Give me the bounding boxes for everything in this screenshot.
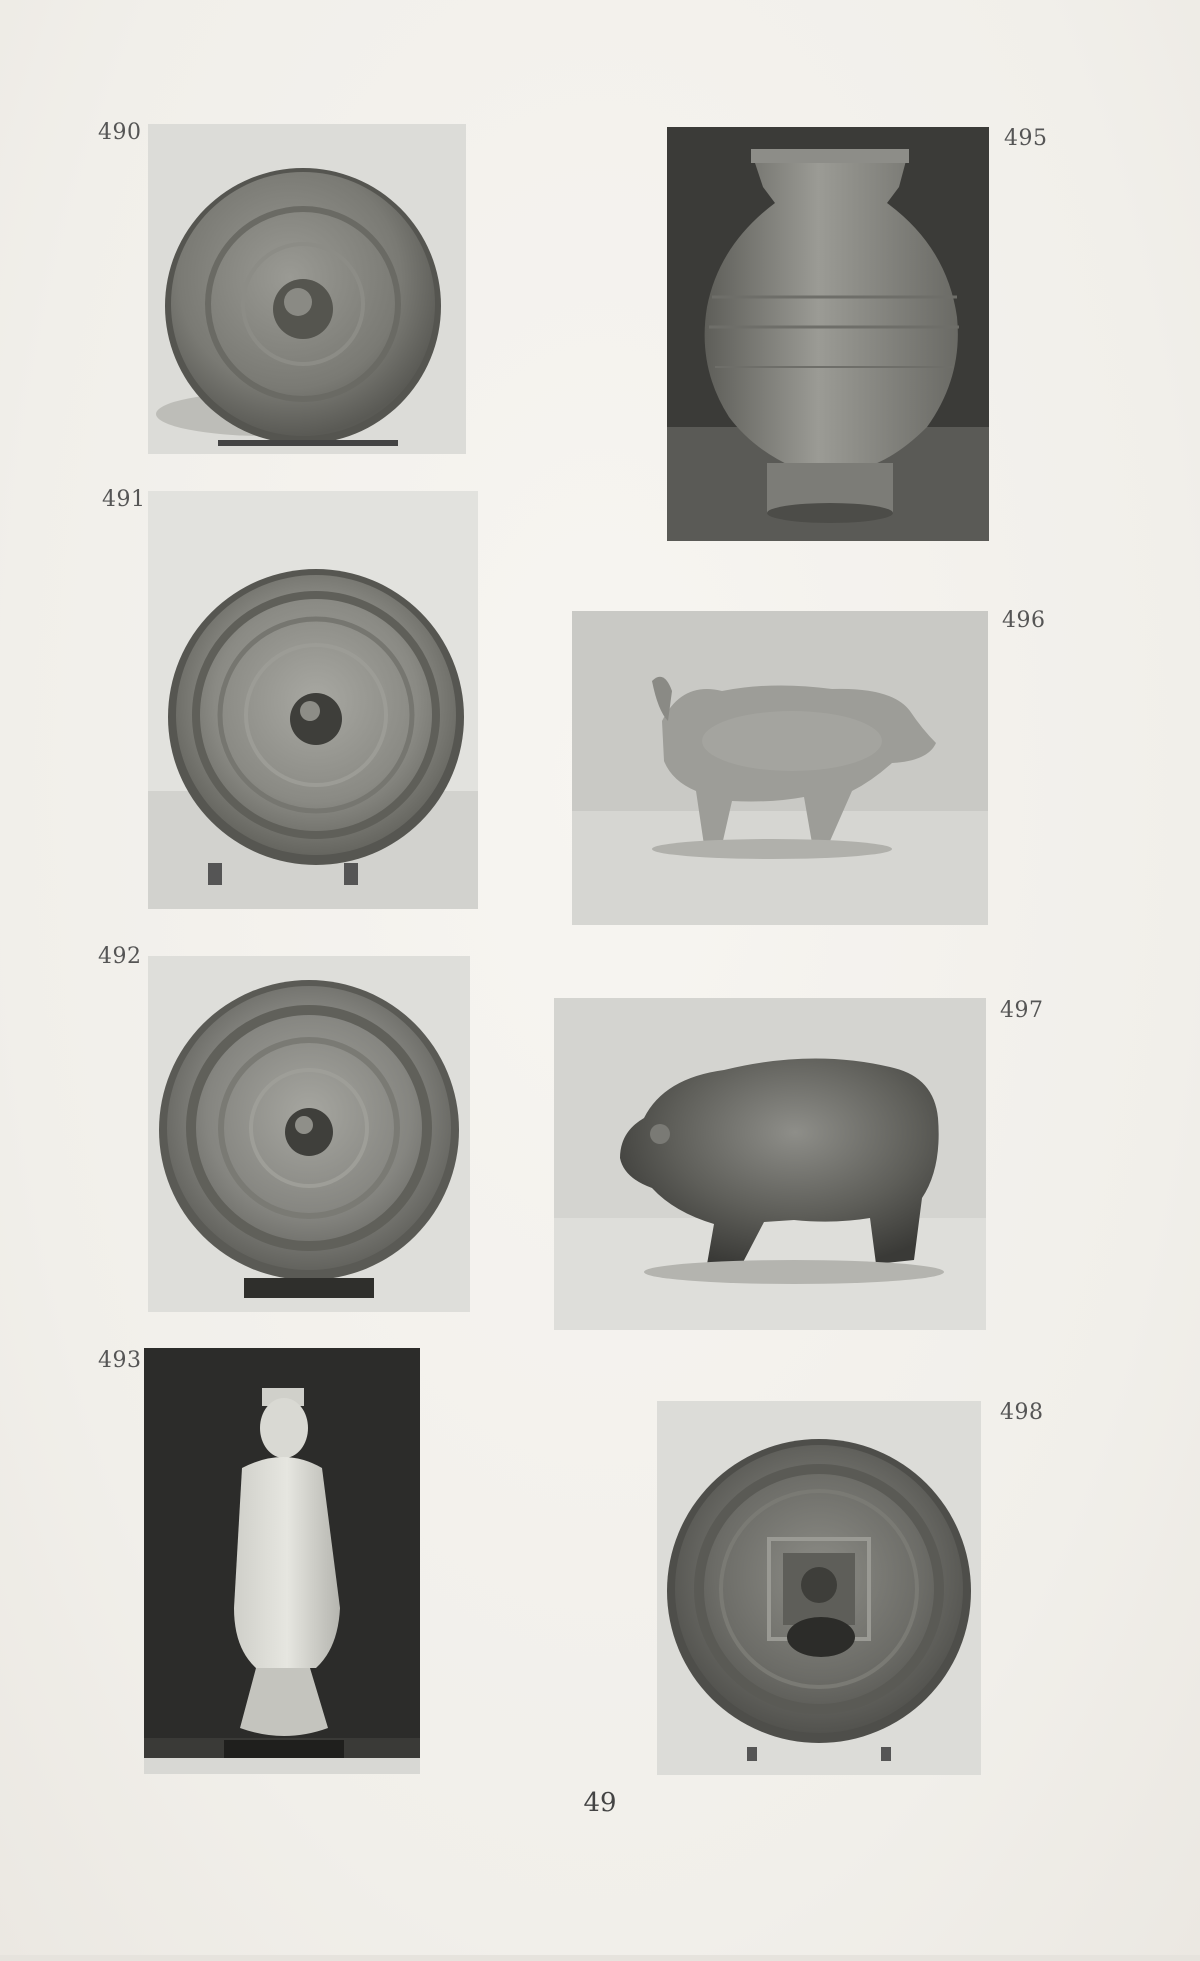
plate-493-figure [144, 1348, 420, 1774]
plate-497-animal [554, 998, 986, 1330]
lot-number-495: 495 [1004, 126, 1048, 151]
plate-496-animal [572, 611, 988, 925]
plate-491-mirror [148, 491, 478, 909]
lot-number-497: 497 [1000, 998, 1044, 1023]
page-bottom-edge [0, 1955, 1200, 1961]
plate-490-mirror [148, 124, 466, 454]
lot-number-492: 492 [98, 944, 142, 969]
lot-number-491: 491 [102, 487, 146, 512]
lot-number-490: 490 [98, 120, 142, 145]
page-number: 49 [583, 1788, 617, 1818]
plate-492-mirror [148, 956, 470, 1312]
plate-498-mirror [657, 1401, 981, 1775]
plate-495-jar [667, 127, 989, 541]
lot-number-498: 498 [1000, 1400, 1044, 1425]
lot-number-493: 493 [98, 1348, 142, 1373]
lot-number-496: 496 [1002, 608, 1046, 633]
